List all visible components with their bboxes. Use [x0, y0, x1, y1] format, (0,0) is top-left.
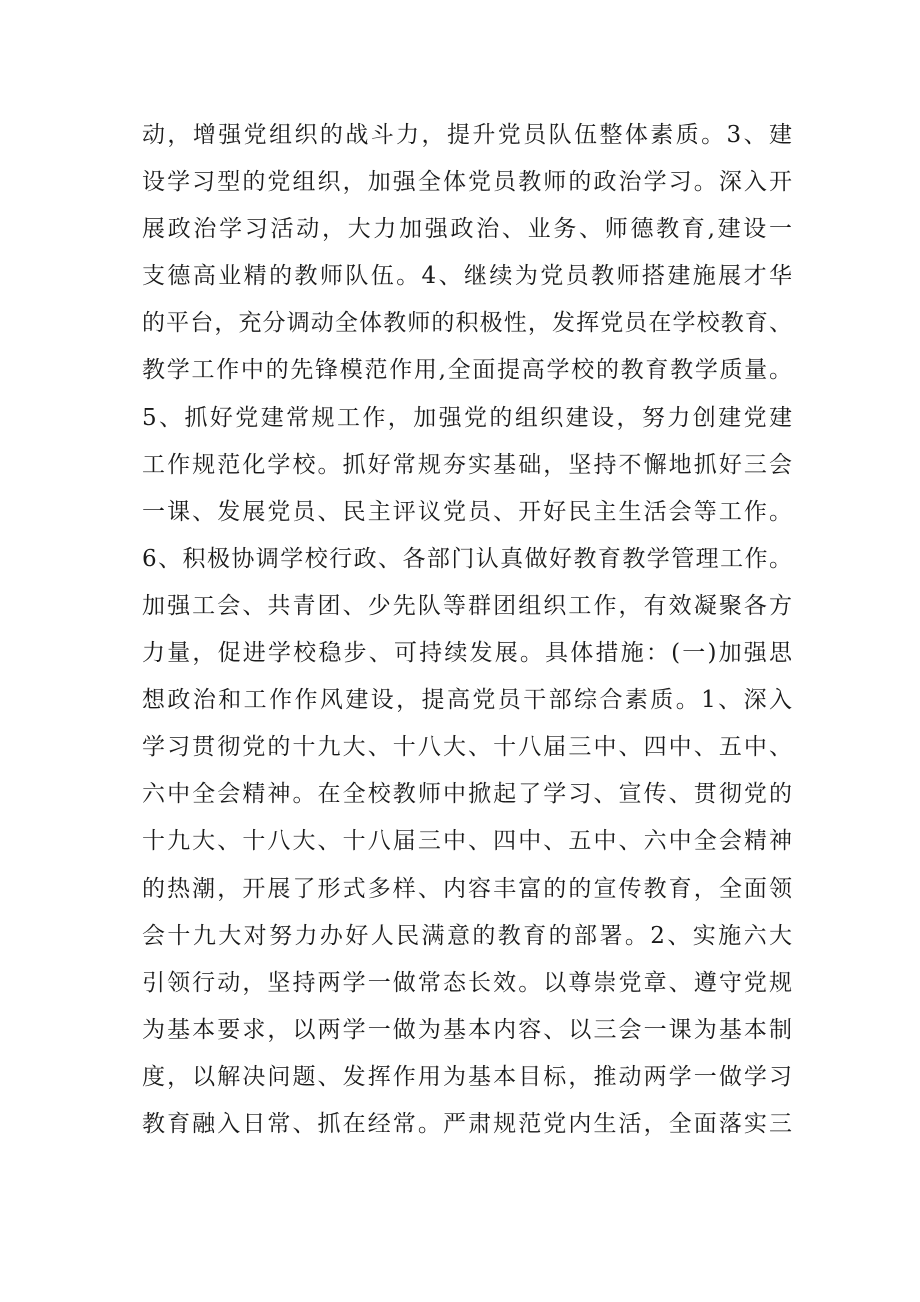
text-line: 展政治学习活动，大力加强政治、业务、师德教育,建设一 [142, 216, 792, 243]
text-line: 六中全会精神。在全校教师中掀起了学习、宣传、贯彻党的 [142, 781, 792, 808]
text-line: 一课、发展党员、民主评议党员、开好民主生活会等工作。 [142, 498, 792, 525]
text-line: 6、积极协调学校行政、各部门认真做好教育教学管理工作。 [142, 545, 792, 572]
text-line: 的平台，充分调动全体教师的积极性，发挥党员在学校教育、 [142, 310, 792, 337]
text-line: 支德高业精的教师队伍。4、继续为党员教师搭建施展才华 [142, 263, 792, 290]
text-line: 加强工会、共青团、少先队等群团组织工作，有效凝聚各方 [142, 592, 792, 619]
text-line: 教学工作中的先锋模范作用,全面提高学校的教育教学质量。 [142, 357, 792, 384]
text-line: 5、抓好党建常规工作，加强党的组织建设，努力创建党建 [142, 404, 792, 431]
text-line: 的热潮，开展了形式多样、内容丰富的的宣传教育，全面领 [142, 875, 792, 902]
text-line: 会十九大对努力办好人民满意的教育的部署。2、实施六大 [142, 922, 792, 949]
text-line: 引领行动，坚持两学一做常态长效。以尊崇党章、遵守党规 [142, 969, 792, 996]
text-line: 十九大、十八大、十八届三中、四中、五中、六中全会精神 [142, 828, 792, 855]
text-line: 教育融入日常、抓在经常。严肃规范党内生活，全面落实三 [142, 1110, 792, 1137]
text-line: 工作规范化学校。抓好常规夯实基础，坚持不懈地抓好三会 [142, 451, 792, 478]
text-line: 为基本要求，以两学一做为基本内容、以三会一课为基本制 [142, 1016, 792, 1043]
text-line: 动，增强党组织的战斗力，提升党员队伍整体素质。3、建 [142, 122, 792, 148]
text-line: 力量，促进学校稳步、可持续发展。具体措施：(一)加强思 [142, 640, 792, 667]
body-text [142, 112, 792, 1148]
text-line: 学习贯彻党的十九大、十八大、十八届三中、四中、五中、 [142, 734, 792, 761]
text-line: 度，以解决问题、发挥作用为基本目标，推动两学一做学习 [142, 1063, 792, 1090]
text-line: 想政治和工作作风建设，提高党员干部综合素质。1、深入 [142, 687, 792, 714]
text-line: 设学习型的党组织，加强全体党员教师的政治学习。深入开 [142, 169, 792, 196]
